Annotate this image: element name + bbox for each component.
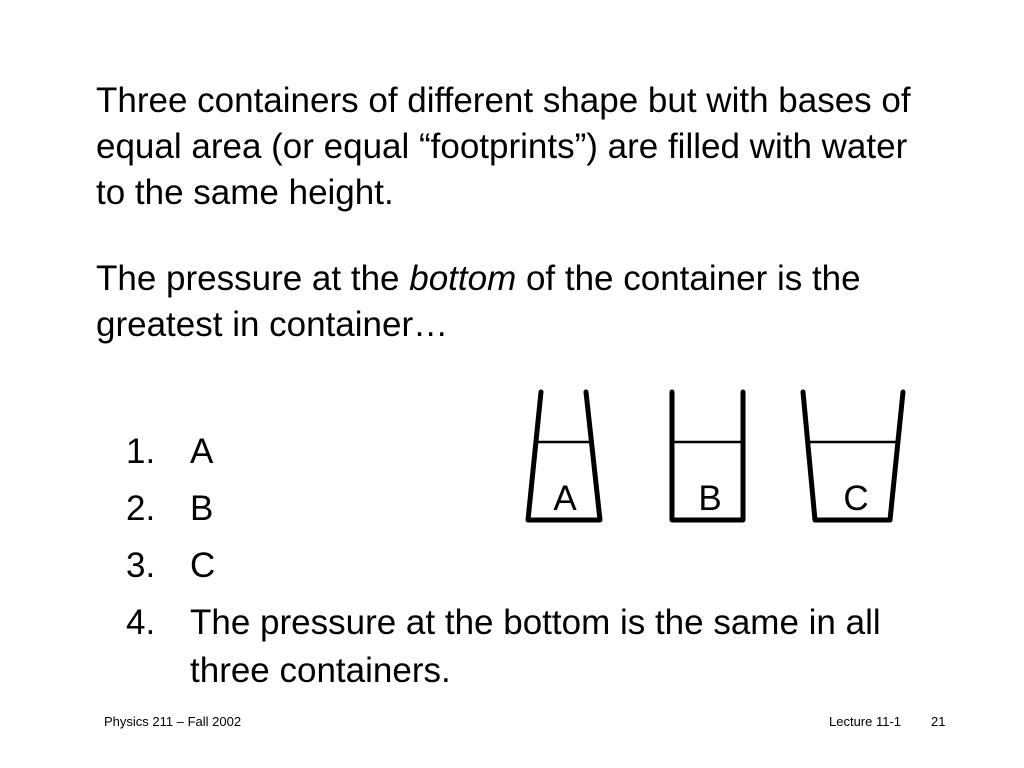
option-number: 3. bbox=[126, 546, 156, 585]
question-text bbox=[96, 256, 936, 348]
question-text-start: The pressure at the bbox=[96, 259, 410, 298]
footer-lecture-info bbox=[829, 714, 946, 730]
container-a-label: A bbox=[553, 479, 577, 518]
containers-diagram bbox=[500, 380, 920, 530]
intro-text: Three containers of different shape but with bases of equal area (or equal “footprints”) are filled with water to the same height. bbox=[96, 81, 911, 212]
option-text: The pressure at the bottom is the same in all three containers. bbox=[190, 603, 881, 690]
footer-course: Physics 211 – Fall 2002 bbox=[104, 714, 242, 729]
option-number: 2. bbox=[126, 489, 156, 528]
container-b-label: B bbox=[698, 479, 722, 518]
footer-page-number: 21 bbox=[931, 714, 946, 729]
option-number: 1. bbox=[126, 432, 156, 471]
option-text: C bbox=[190, 546, 216, 585]
container-c-label: C bbox=[843, 479, 869, 518]
question-emphasis: bottom bbox=[409, 259, 517, 298]
option-text: A bbox=[190, 432, 214, 471]
option-text: B bbox=[190, 489, 214, 528]
option-4[interactable] bbox=[126, 599, 946, 695]
question-text-end: of the container is the greatest in container… bbox=[96, 259, 861, 344]
option-3[interactable] bbox=[126, 542, 946, 590]
option-number: 4. bbox=[126, 603, 156, 642]
footer-lecture: Lecture 11-1 bbox=[829, 714, 902, 729]
